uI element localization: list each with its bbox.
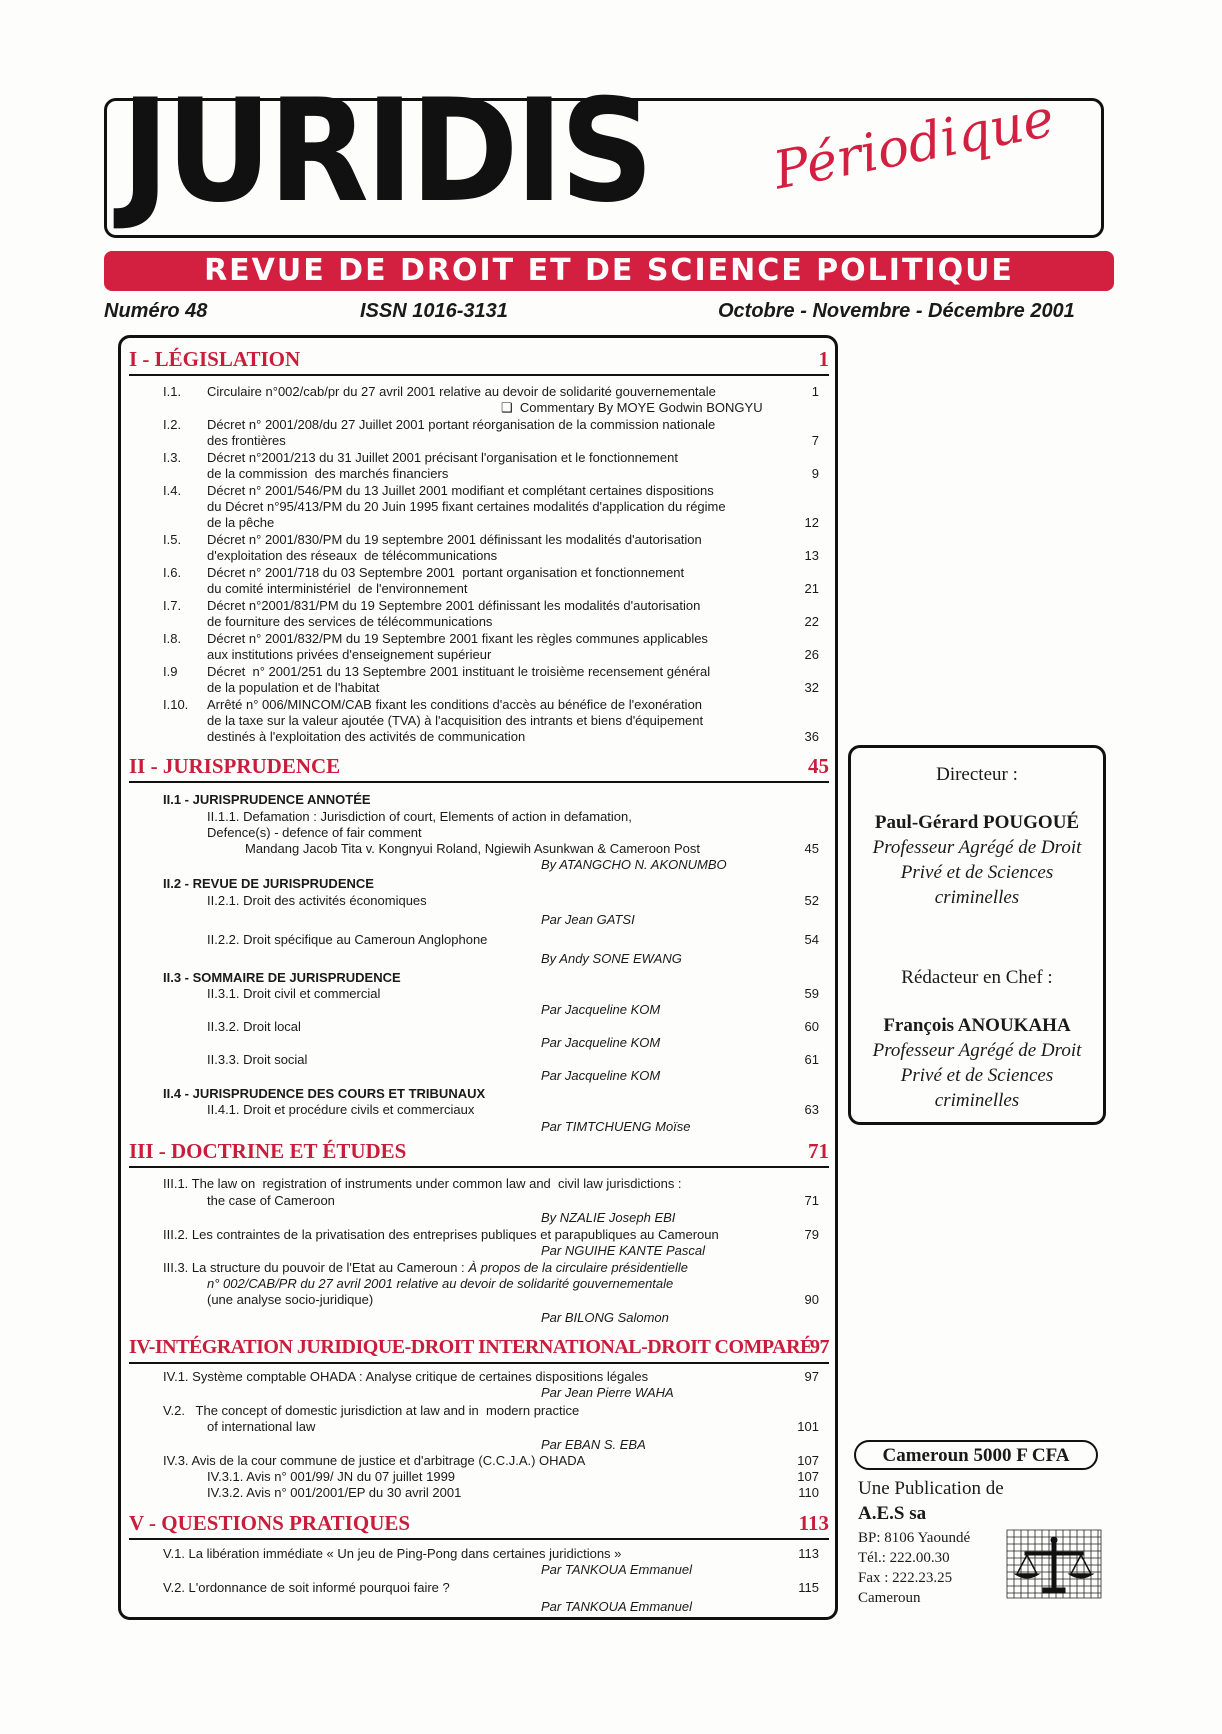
redacteur-label: Rédacteur en Chef : — [901, 967, 1053, 988]
publisher-name: A.E.S sa — [858, 1503, 927, 1524]
subsection-heading: II.1 - JURISPRUDENCE ANNOTÉE — [163, 792, 371, 807]
juridis-logo: JURIDIS — [121, 69, 651, 234]
directeur-label: Directeur : — [936, 764, 1018, 785]
section-heading-legislation: I - LÉGISLATION 1 — [129, 344, 829, 376]
publication-line: Une Publication de — [858, 1478, 1004, 1499]
issue-number: Numéro 48 — [104, 300, 208, 322]
table-of-contents: I - LÉGISLATION 1 I.1. Circulaire n°002/cab/pr du 27 avril 2001 relative au devoir de solidarité gouvernementale ❑ Commentary By MOYE Godwin BONGYU 1 I.2. Décret n° 2001/208/du 27 Juillet 2001 portant réorganisation de la commission nationale des frontières 7 I.3. Décret n°2001/213 du 31 Juillet 2001 précisant l'organisation et le fonctionnement de la commission des marchés financiers 9 I.4. Décret n° 2001/546/PM du 13 Juillet 2001 modifiant et complétant certaines dispositions du Décret n°95/413/PM du 20 Juin 1995 fixant certaines modalités d'application du régime de la pêche 12 I.5. Décret n° 2001/830/PM du 19 septembre 2001 définissant les modalités d'autorisation d'exploitation des réseaux de télécommunications 13 I.6. Décret n° 2001/718 du 03 Septembre 2001 portant organisation et fonctionnement du comité interministériel de l'environnement 21 I.7. Décret n°2001/831/PM du 19 Septembre 2001 définissant les modalités d'autorisation de fourniture des services de télécommunications 22 I.8. Décret n° 2001/832/PM du 19 Septembre 2001 fixant les règles communes applicables aux institutions privées d'enseignement supérieur 26 I.9 Décret n° 2001/251 du 13 Septembre 2001 instituant le troisième recensement général de la population et de l'habitat 32 I.10. Arrêté n° 006/MINCOM/CAB fixant les conditions d'accès au bénéfice de l'exonération de la taxe sur la valeur ajoutée (TVA) à l'acquisition des intrants et biens d'équipement destinés à l'exploitation des activités de communication 36 II - JURISPRUDENCE 45 II.1 - JURISPRUDENCE ANNOTÉE II.1.1. Defamation : Jurisdiction of court, Elements of action in defamation, Defence(s) - defence of fair comment Mandang Jacob Tita v. Kongnyui Roland, Ngiewih Asunkwan & Cameroon Post 45 By ATANGCHO N. AKONUMBO II.2 - REVUE DE JURISPRUDENCE II.2.1. Droit des activités économiques 52 Par Jean GATSI II.2.2. Droit spécifique au Cameroun Anglophone 54 By Andy SONE EWANG II.3 - SOMMAIRE DE JURISPRUDENCE II.3.1. Droit civil et commercial 59 Par Jacqueline KOM II.3.2. Droit local 60 Par Jacqueline KOM II.3.3. Droit social 61 Par Jacqueline KOM II.4 - JURISPRUDENCE DES COURS ET TRIBUNAUX II.4.1. Droit et procédure civils et commerciaux 63 Par TIMTCHUENG Moïse III - DOCTRINE ET ÉTUDES 71 III.1. The law on registration of instruments under common law and civil law jurisdictions : the case of Cameroon 71 By NZALIE Joseph EBI III.2. Les contraintes de la privatisation des entreprises publiques et parapubliques au Cameroun 79 Par NGUIHE KANTE Pascal III.3. La structure du pouvoir de l'Etat au Cameroun : À propos de la circulaire présidentielle n° 002/CAB/PR du 27 avril 2001 relative au devoir de solidarité gouvernementale (une analyse socio-juridique) 90 Par BILONG Salomon IV-INTÉGRATION JURIDIQUE-DROIT INTERNATIONAL-DROIT COMPARÉ 97 IV.1. Système comptable OHADA : Analyse critique de certaines dispositions légales 97 Par Jean Pierre WAHA V.2. The concept of domestic jurisdiction at law and in modern practice of international law 101 Par EBAN S. EBA IV.3. Avis de la cour commune de justice et d'arbitrage (C.C.J.A.) OHADA 107 IV.3.1. Avis n° 001/99/ JN du 07 juillet 1999 107 IV.3.2. Avis n° 001/2001/EP du 30 avril 2001 110 V - QUESTIONS PRATIQUES 113 V.1. La libération immédiate « Un jeu de Ping-Pong dans certaines juridictions » 113 Par TANKOUA Emmanuel V.2. L'ordonnance de soit informé pourquoi faire ? 115 Par TANKOUA Emmanuel — [118, 335, 838, 1620]
subsection-heading: II.2 - REVUE DE JURISPRUDENCE — [163, 876, 374, 891]
publisher-fax: Fax : 222.23.25 — [858, 1570, 953, 1586]
publisher-tel: Tél.: 222.00.30 — [858, 1550, 950, 1566]
section-heading-jurisprudence: II - JURISPRUDENCE 45 — [129, 751, 829, 783]
section-heading-questions-pratiques: V - QUESTIONS PRATIQUES 113 — [129, 1508, 829, 1540]
directeur-name: Paul-Gérard POUGOUÉ — [874, 812, 1080, 833]
redacteur-title: Privé et de Sciences — [900, 1065, 1054, 1086]
masthead-frame — [104, 69, 1104, 238]
publisher-bp: BP: 8106 Yaoundé — [858, 1530, 971, 1546]
editorial-box — [848, 745, 1106, 1125]
subsection-heading: II.3 - SOMMAIRE DE JURISPRUDENCE — [163, 970, 401, 985]
issn: ISSN 1016-3131 — [360, 300, 508, 322]
redacteur-title: Professeur Agrégé de Droit — [872, 1040, 1082, 1061]
price-tag: Cameroun 5000 F CFA — [854, 1440, 1098, 1470]
directeur-title: criminelles — [934, 887, 1020, 908]
subtitle-banner: REVUE DE DROIT ET DE SCIENCE POLITIQUE — [104, 251, 1114, 291]
section-heading-integration: IV-INTÉGRATION JURIDIQUE-DROIT INTERNATIONAL-DROIT COMPARÉ 97 — [129, 1332, 829, 1364]
issue-period: Octobre - Novembre - Décembre 2001 — [718, 300, 1075, 322]
scales-of-justice-icon — [1005, 1528, 1103, 1600]
publisher-country: Cameroun — [858, 1590, 921, 1606]
redacteur-name: François ANOUKAHA — [883, 1015, 1071, 1036]
redacteur-title: criminelles — [934, 1090, 1020, 1111]
directeur-title: Privé et de Sciences — [900, 862, 1054, 883]
section-heading-doctrine: III - DOCTRINE ET ÉTUDES 71 — [129, 1136, 829, 1168]
periodique-script: Périodique — [768, 88, 1059, 202]
directeur-title: Professeur Agrégé de Droit — [872, 837, 1082, 858]
subsection-heading: II.4 - JURISPRUDENCE DES COURS ET TRIBUNAUX — [163, 1086, 486, 1101]
